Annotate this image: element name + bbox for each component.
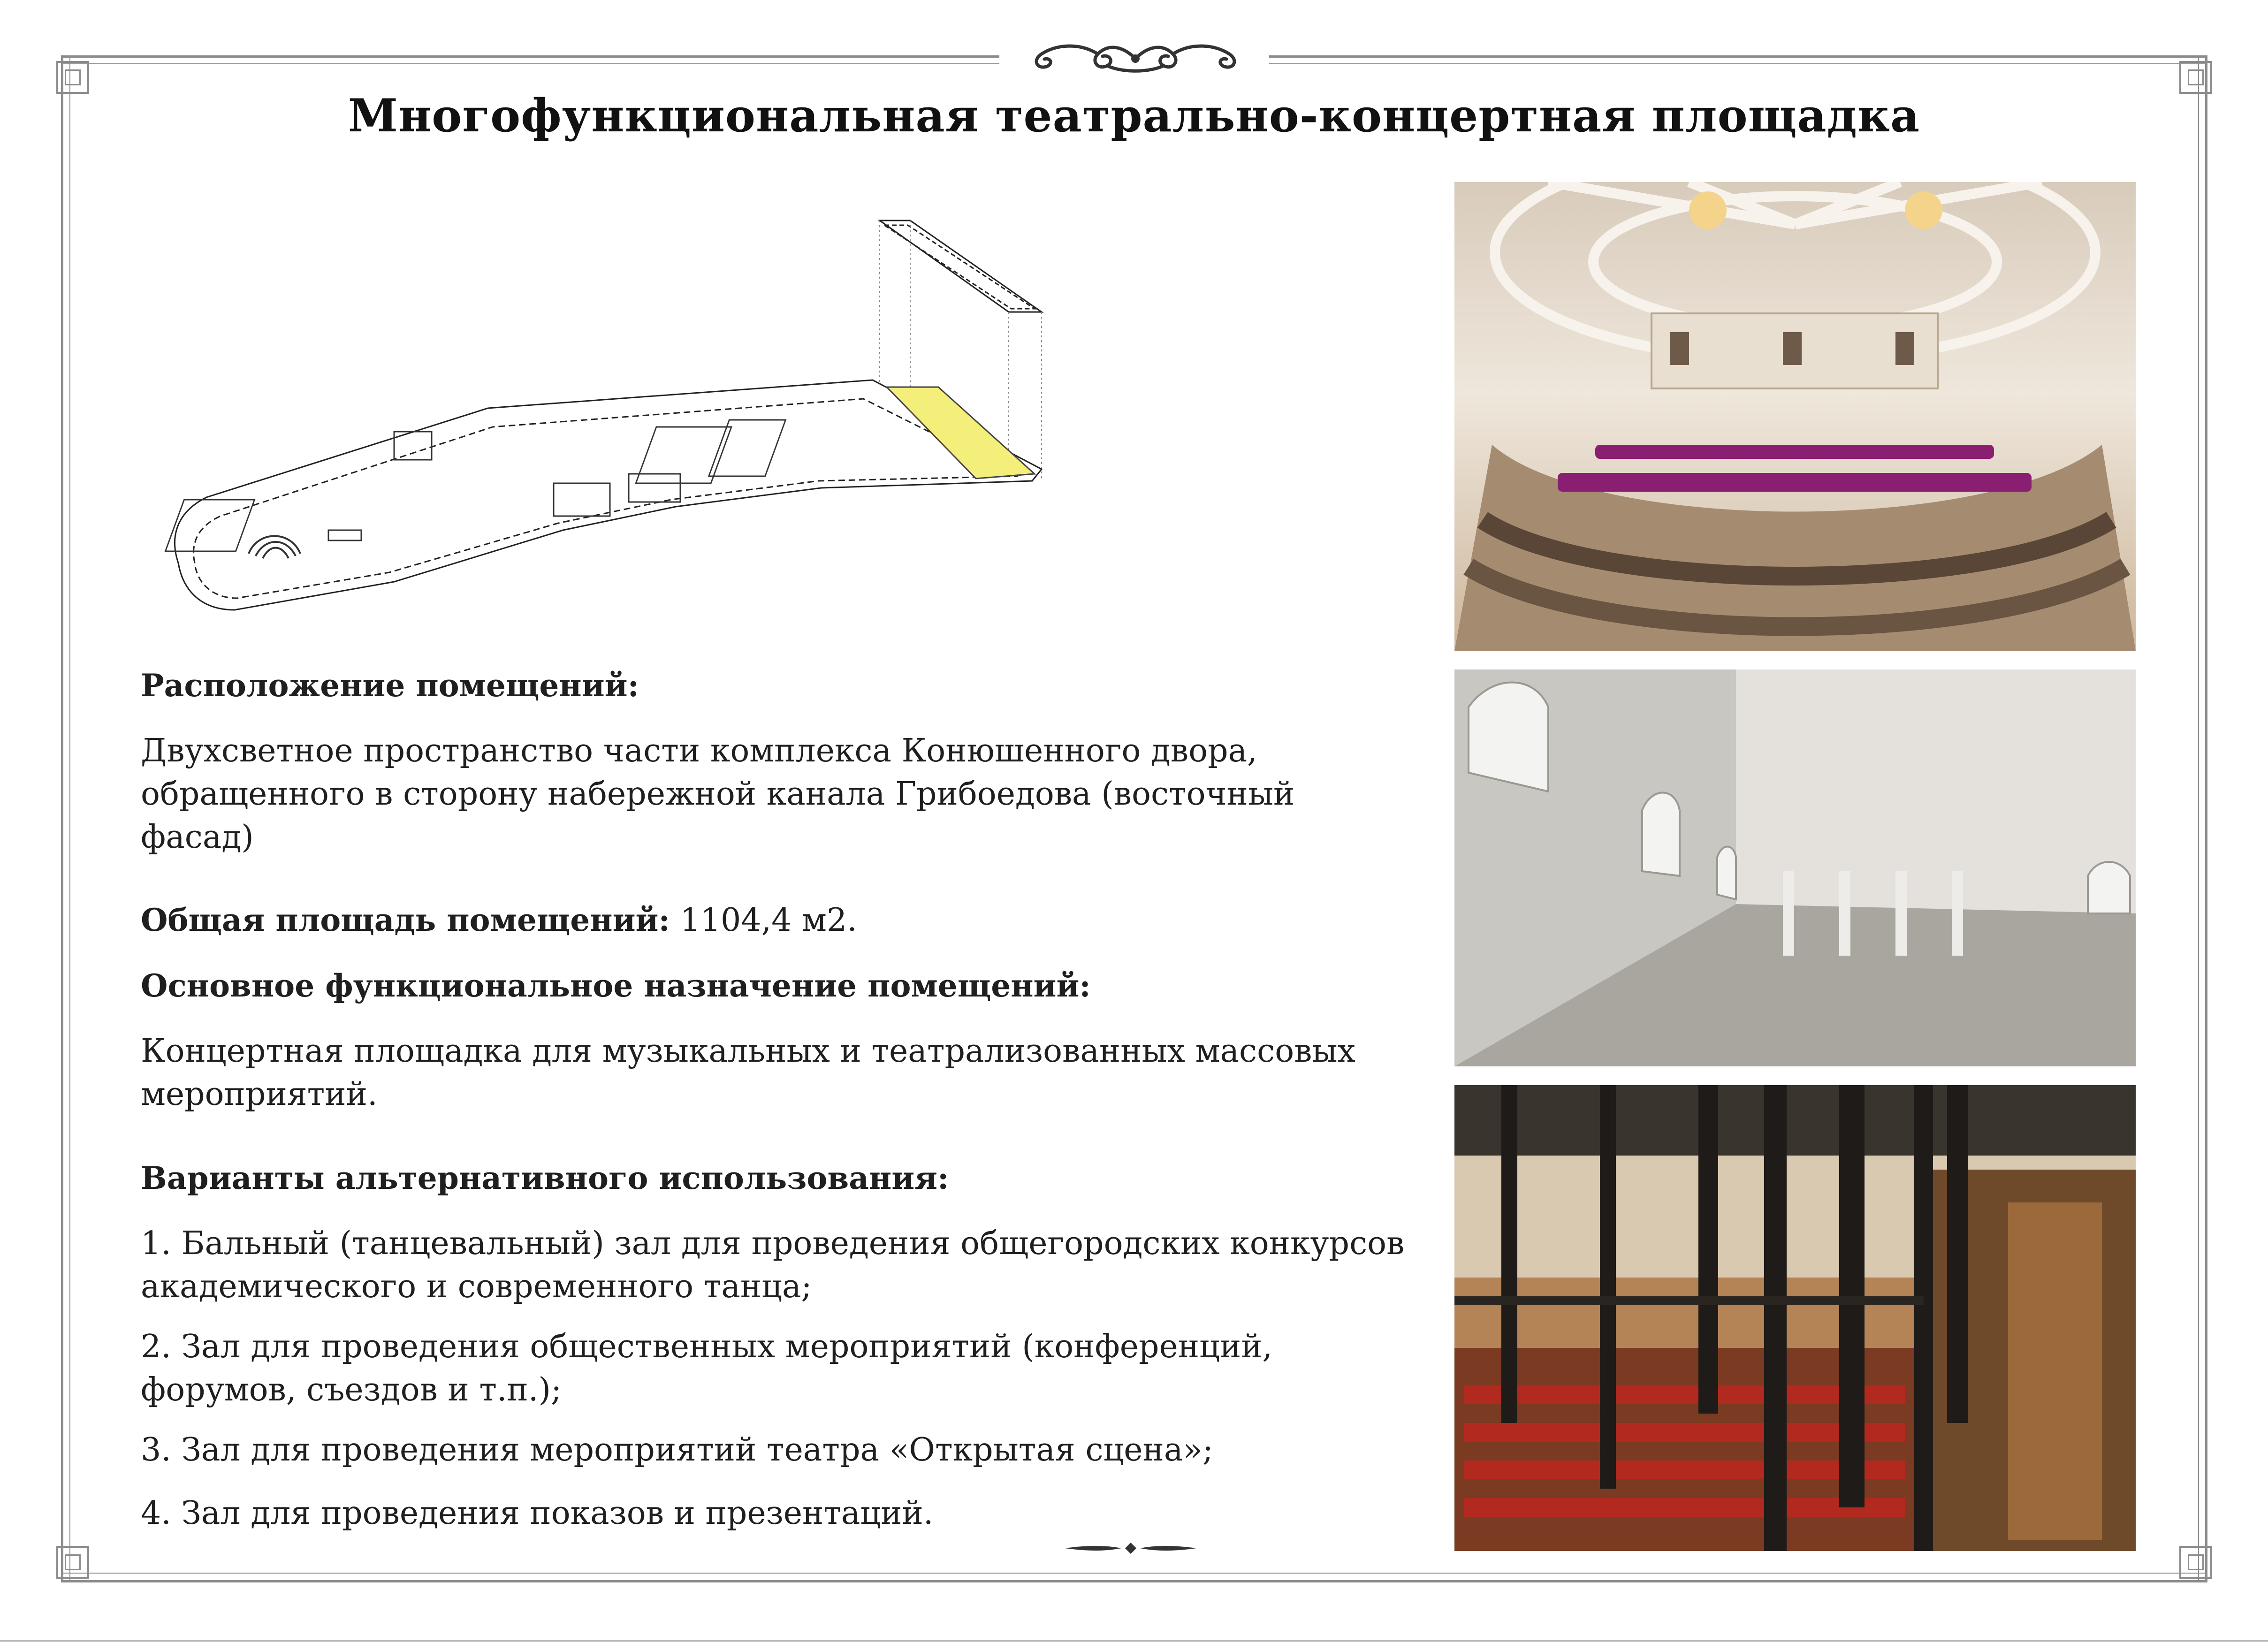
frame-right-inner [2198, 55, 2199, 1582]
corner-ornament-icon [56, 1546, 89, 1579]
frame-top-inner-left [61, 63, 999, 64]
list-item: 1. Бальный (танцевальный) зал для проведения общегородских конкурсов академического и современного танца; [141, 1225, 1405, 1305]
frame-bottom-inner [61, 1573, 2207, 1574]
frame-left-inner [69, 55, 70, 1582]
floor-plan-diagram [150, 206, 1079, 629]
photo-concert-hall [1454, 182, 2136, 651]
location-text: Двухсветное пространство части комплекса Конюшенного двора, обращенного в сторону набережной канала Грибоедова (восточный фасад) [141, 732, 1295, 856]
list-item: 4. Зал для проведения показов и презентаций. [141, 1495, 934, 1532]
photo-stage-machinery [1454, 1085, 2136, 1551]
corner-ornament-icon [2179, 1546, 2212, 1579]
photo-empty-hall [1454, 669, 2136, 1066]
ornament-top-icon [1013, 33, 1257, 84]
purpose-heading: Основное функциональное назначение помещений: [141, 967, 1091, 1004]
list-item: 2. Зал для проведения общественных мероприятий (конференций, форумов, съездов и т.п.); [141, 1328, 1273, 1408]
area-label: Общая площадь помещений: [141, 902, 670, 938]
frame-bottom [61, 1580, 2207, 1582]
frame-top-inner-right [1269, 63, 2207, 64]
ornament-bottom-icon [1060, 1539, 1201, 1558]
purpose-text: Концертная площадка для музыкальных и театрализованных массовых мероприятий. [141, 1033, 1355, 1113]
page-bottom-edge [0, 1640, 2268, 1642]
page-title: Многофункциональная театрально-концертная площадка [348, 89, 1920, 142]
alternatives-heading: Варианты альтернативного использования: [141, 1160, 949, 1196]
frame-left [61, 55, 63, 1582]
frame-top-right [1269, 55, 2207, 58]
frame-right [2205, 55, 2207, 1582]
frame-top-left [61, 55, 999, 58]
location-heading: Расположение помещений: [141, 667, 639, 704]
list-item: 3. Зал для проведения мероприятий театра «Открытая сцена»; [141, 1431, 1213, 1468]
area-line [141, 898, 1408, 942]
area-value: 1104,4 м2. [680, 902, 857, 939]
